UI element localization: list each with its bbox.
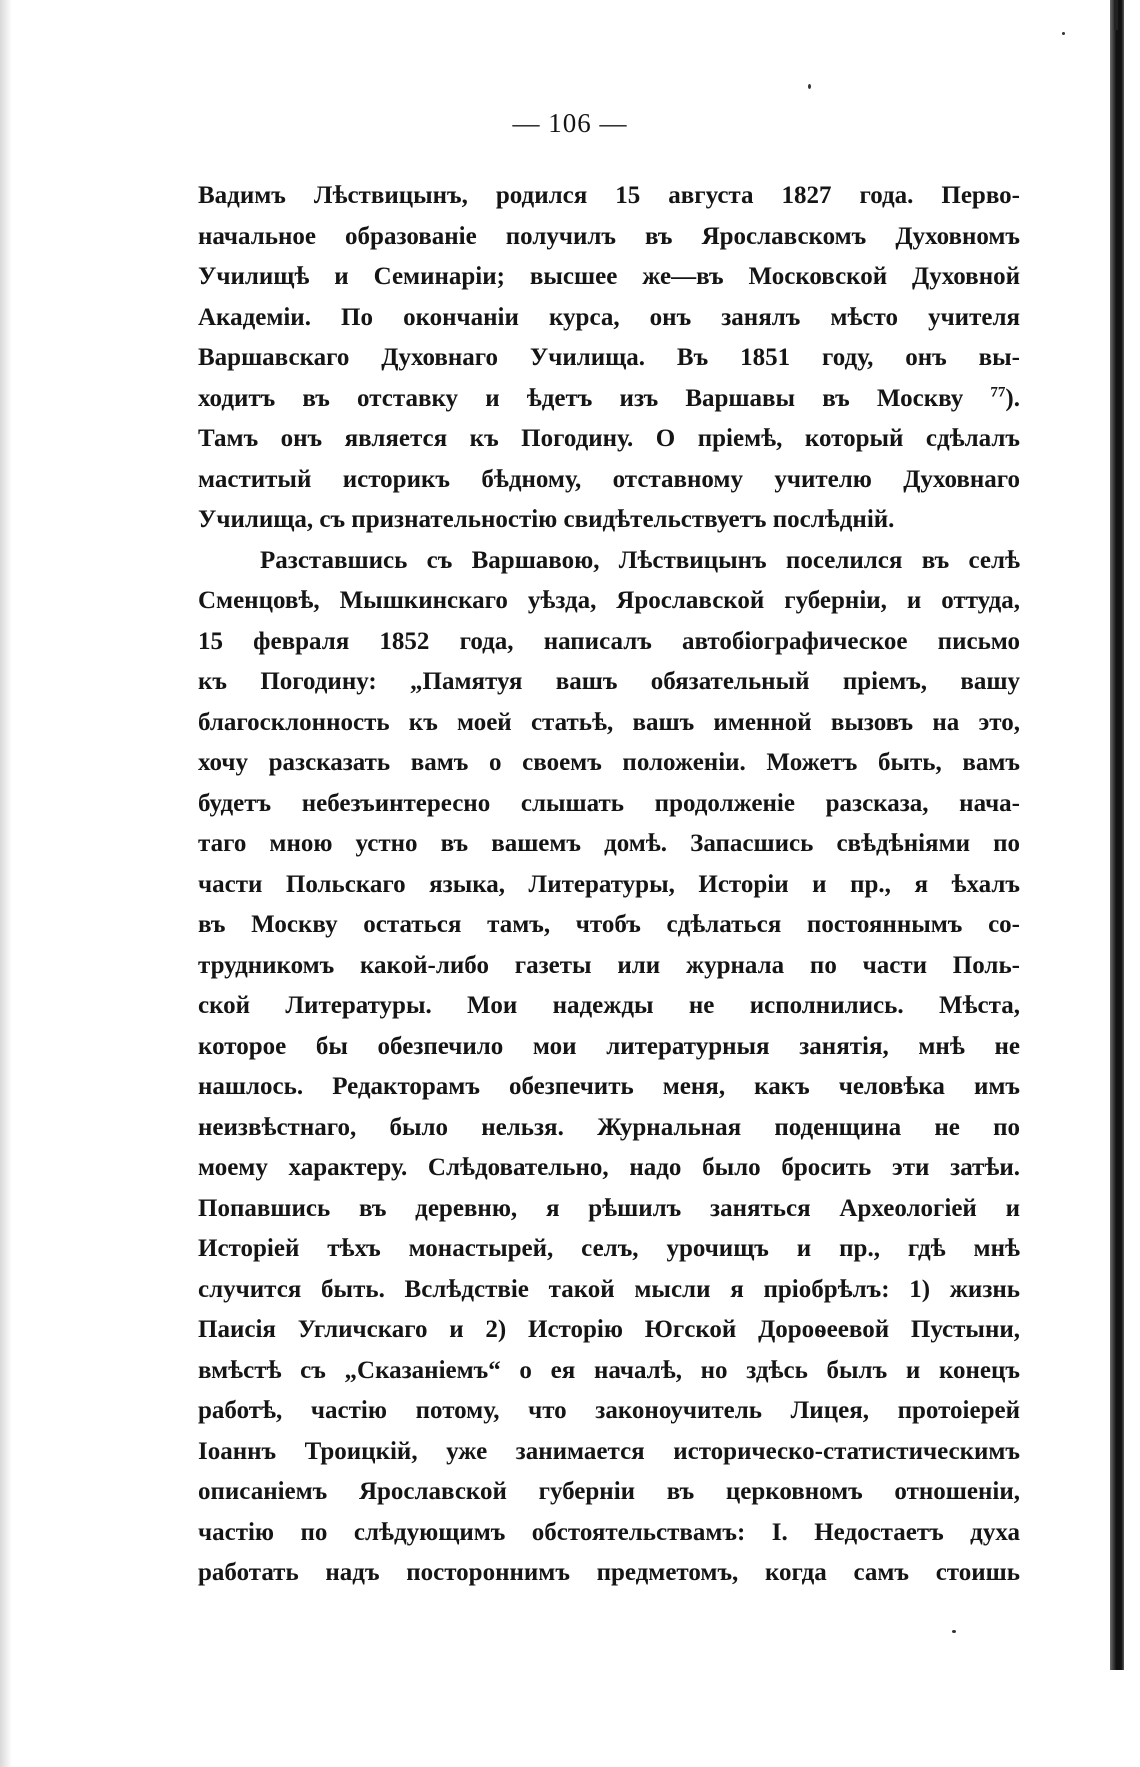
text-line: Паисія Угличскаго и 2) Исторію Югской Дороѳеевой Пустыни, bbox=[198, 1316, 1020, 1343]
text-line: трудникомъ какой-либо газеты или журнала по части Поль- bbox=[198, 951, 1020, 979]
book-page-edge bbox=[1110, 0, 1124, 1670]
text-line: Разставшись съ Варшавою, Лѣствицынъ поселился въ селѣ bbox=[260, 546, 1020, 574]
paragraph-1 bbox=[198, 176, 1020, 541]
footnote-marker: 77 bbox=[990, 384, 1006, 401]
text-line-with-footnote bbox=[198, 379, 1020, 420]
text-line: Сменцовѣ, Мышкинскаго уѣзда, Ярославской губерніи, и оттуда, bbox=[198, 587, 1020, 614]
text-line: 15 февраля 1852 года, написалъ автобіографическое письмо bbox=[198, 627, 1020, 655]
text-line: будетъ небезъинтересно слышать продолженіе разсказа, нача- bbox=[198, 789, 1020, 817]
scan-speck bbox=[808, 84, 811, 89]
text-line: ской Литературы. Мои надежды не исполнились. Мѣста, bbox=[198, 992, 1020, 1019]
text-line: нашлось. Редакторамъ обезпечить меня, какъ человѣка имъ bbox=[198, 1073, 1020, 1100]
text-line: начальное образованіе получилъ въ Ярославскомъ Духовномъ bbox=[198, 222, 1020, 250]
text-line: частію по слѣдующимъ обстоятельствамъ: I. Недостаетъ духа bbox=[198, 1518, 1020, 1546]
text-line: Училища, съ признательностію свидѣтельствуетъ послѣдній. bbox=[198, 506, 895, 533]
text-line: Тамъ онъ является къ Погодину. О пріемѣ, который сдѣлалъ bbox=[198, 425, 1020, 452]
text-line: части Польскаго языка, Литературы, Исторіи и пр., я ѣхалъ bbox=[198, 870, 1020, 898]
page-number: — 106 — bbox=[512, 108, 628, 138]
text-line: описаніемъ Ярославской губерніи въ церковномъ отношеніи, bbox=[198, 1478, 1020, 1505]
text-line: неизвѣстнаго, было нельзя. Журнальная поденщина не по bbox=[198, 1113, 1020, 1141]
book-page-edge-top bbox=[1114, 0, 1118, 30]
text-line: Варшавскаго Духовнаго Училища. Въ 1851 году, онъ вы- bbox=[198, 344, 1020, 371]
text-line: Исторіей тѣхъ монастырей, селъ, урочищъ и пр., гдѣ мнѣ bbox=[198, 1235, 1020, 1262]
text-line: Попавшись въ деревню, я рѣшилъ заняться Археологіей и bbox=[198, 1194, 1020, 1222]
text-line: хочу разсказать вамъ о своемъ положеніи. Можетъ быть, вамъ bbox=[198, 749, 1020, 776]
body-text bbox=[198, 176, 1020, 1594]
text-line: случится быть. Вслѣдствіе такой мысли я пріобрѣлъ: 1) жизнь bbox=[198, 1275, 1020, 1303]
text-line: таго мною устно въ вашемъ домѣ. Запасшись свѣдѣніями по bbox=[198, 830, 1020, 857]
text-line: Вадимъ Лѣствицынъ, родился 15 августа 1827 года. Перво- bbox=[198, 182, 1020, 209]
text-line: благосклонность къ моей статьѣ, вашъ именной вызовъ на это, bbox=[198, 708, 1020, 736]
scan-speck bbox=[1062, 32, 1065, 35]
text-line: работѣ, частію потому, что законоучитель Лицея, протоіерей bbox=[198, 1397, 1020, 1424]
text-line: которое бы обезпечило мои литературныя занятія, мнѣ не bbox=[198, 1032, 1020, 1060]
text-line: въ Москву остаться тамъ, чтобъ сдѣлаться постояннымъ со- bbox=[198, 911, 1020, 938]
text-line: Іоаннъ Троицкій, уже занимается историческо-статистическимъ bbox=[198, 1437, 1020, 1465]
text-line: работать надъ постороннимъ предметомъ, когда самъ стоишь bbox=[198, 1559, 1020, 1586]
text-line: вмѣстѣ съ „Сказаніемъ“ о ея началѣ, но здѣсь былъ и конецъ bbox=[198, 1356, 1020, 1384]
scan-speck bbox=[952, 1630, 956, 1633]
scan-shadow bbox=[0, 0, 12, 1767]
text-fragment: ). bbox=[1005, 384, 1020, 412]
text-fragment: ходитъ въ отставку и ѣдетъ изъ Варшавы въ Москву bbox=[198, 384, 991, 412]
text-line: маститый историкъ бѣдному, отставному учителю Духовнаго bbox=[198, 465, 1020, 493]
text-line: Училищѣ и Семинаріи; высшее же—въ Московской Духовной bbox=[198, 263, 1020, 290]
text-line: моему характеру. Слѣдовательно, надо было бросить эти затѣи. bbox=[198, 1154, 1020, 1181]
paragraph-2 bbox=[198, 541, 1020, 1594]
text-line: Академіи. По окончаніи курса, онъ занялъ мѣсто учителя bbox=[198, 303, 1020, 331]
text-line: къ Погодину: „Памятуя вашъ обязательный пріемъ, вашу bbox=[198, 668, 1020, 695]
